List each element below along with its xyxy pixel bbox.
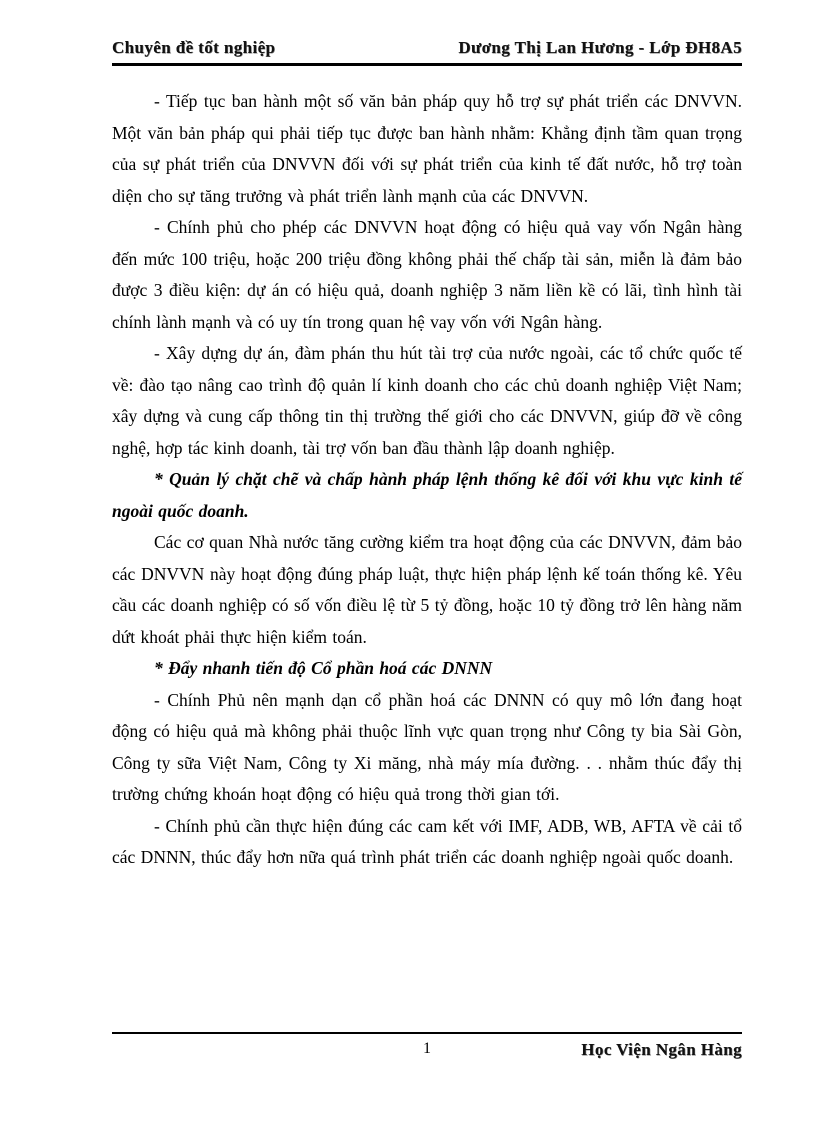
paragraph: - Chính Phủ nên mạnh dạn cổ phần hoá các DNNN có quy mô lớn đang hoạt động có hiệu quả mà không phải thuộc lĩnh vực quan trọng như Công ty bia Sài Gòn, Công ty sữa Việt Nam, Công ty Xi măng, nhà máy mía đường. . . nhằm thúc đẩy thị trường chứng khoán hoạt động có hiệu quả trong thời gian tới. [112,689,742,804]
document-body [112,86,742,874]
section-heading: * Quản lý chặt chẽ và chấp hành pháp lệnh thống kê đối với khu vực kinh tế ngoài quốc doanh. [112,469,742,521]
paragraph: - Tiếp tục ban hành một số văn bản pháp quy hỗ trợ sự phát triển các DNVVN. Một văn bản pháp qui phải tiếp tục được ban hành nhằm: Khẳng định tầm quan trọng của sự phát triển của DNVVN đối với sự phát triển của kinh tế đất nước, hỗ trợ toàn diện cho sự tăng trưởng và phát triển lành mạnh của các DNVVN. [112,91,742,206]
paragraph: - Chính phủ cần thực hiện đúng các cam kết với IMF, ADB, WB, AFTA về cải tổ các DNNN, thúc đẩy hơn nữa quá trình phát triển các doanh nghiệp ngoài quốc doanh. [112,815,742,867]
paragraph: - Xây dựng dự án, đàm phán thu hút tài trợ của nước ngoài, các tổ chức quốc tế về: đào tạo nâng cao trình độ quản lí kinh doanh cho các chủ doanh nghiệp Việt Nam; xây dựng và cung cấp thông tin thị trường thế giới cho các DNVVN, giúp đỡ về công nghệ, hợp tác kinh doanh, tài trợ vốn ban đầu thành lập doanh nghiệp. [112,343,742,458]
page-number: 1 [423,1040,431,1057]
page-footer [112,1032,742,1068]
header-author-class: Dương Thị Lan Hương - Lớp ĐH8A5 [458,38,742,57]
page-header [112,38,742,66]
header-document-title: Chuyên đề tốt nghiệp [112,38,276,57]
footer-institution: Học Viện Ngân Hàng [581,1040,742,1059]
paragraph: Các cơ quan Nhà nước tăng cường kiểm tra hoạt động của các DNVVN, đảm bảo các DNVVN này hoạt động đúng pháp luật, thực hiện pháp lệnh kế toán thống kê. Yêu cầu các doanh nghiệp có số vốn điều lệ từ 5 tỷ đồng, hoặc 10 tỷ đồng trở lên hàng năm dứt khoát phải thực hiện kiểm toán. [112,532,742,647]
section-heading: * Đẩy nhanh tiến độ Cổ phần hoá các DNNN [154,658,493,678]
paragraph: - Chính phủ cho phép các DNVVN hoạt động có hiệu quả vay vốn Ngân hàng đến mức 100 triệu, hoặc 200 triệu đồng không phải thế chấp tài sản, miễn là đảm bảo được 3 điều kiện: dự án có hiệu quả, doanh nghiệp 3 năm liền kề có lãi, tình hình tài chính lành mạnh và có uy tín trong quan hệ vay vốn với Ngân hàng. [112,217,742,332]
